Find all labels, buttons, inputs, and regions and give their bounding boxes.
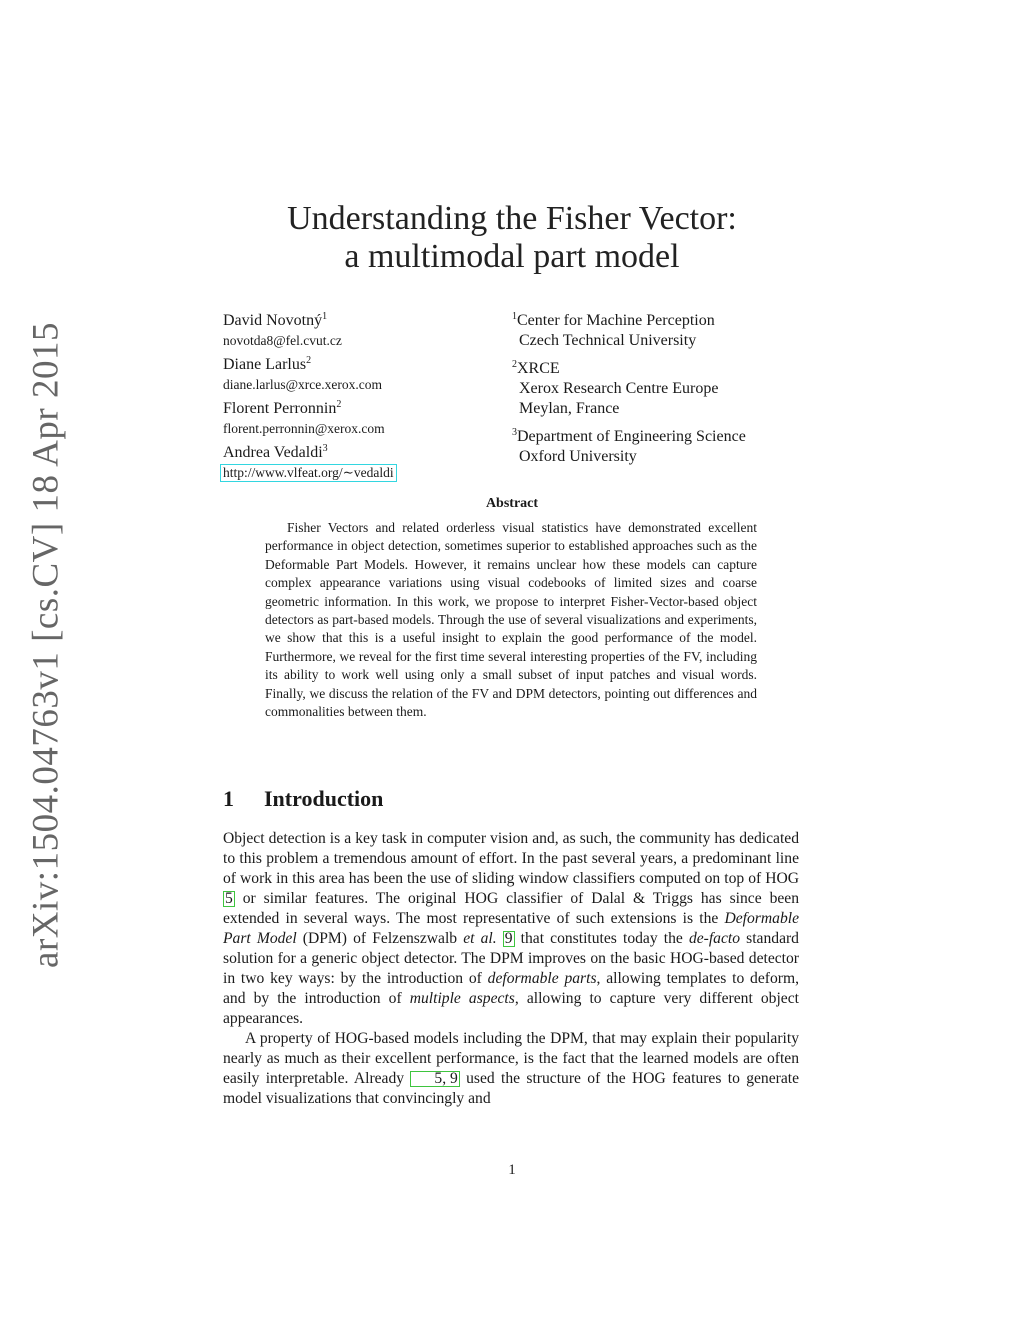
author-affiliation-mark: 2 xyxy=(306,355,312,366)
author-affiliation-mark: 2 xyxy=(336,399,342,410)
section-heading xyxy=(223,786,383,812)
affiliation-block xyxy=(512,311,746,351)
title-line-1: Understanding the Fisher Vector: xyxy=(287,200,737,237)
affiliation-line: Xerox Research Centre Europe xyxy=(519,380,719,397)
paper-title xyxy=(230,200,794,276)
emphasis: multiple aspects xyxy=(409,990,515,1007)
affiliation-mark: 2 xyxy=(512,359,517,370)
section-number: 1 xyxy=(223,786,234,811)
paragraph: Object detection is a key task in computer vision and, as such, the community has dedicated to this problem a tremendous amount of effort. In the past several years, a predominant line of work in this area has been the use of sliding window classifiers computed on top of HOG 5 or similar features. The original HOG classifier of Dalal & Triggs has since been extended in several ways. The most representative of such extensions is the Deformable Part Model (DPM) of Felzenszwalb et al. 9 that constitutes today the de-facto standard solution for a generic object detector. The DPM improves on the basic HOG-based detector in two key ways: by the introduction of deformable parts, allowing templates to deform, and by the introduction of multiple aspects, allowing to capture very different object appearances. xyxy=(223,830,799,1027)
emphasis: et al. xyxy=(463,930,497,947)
affiliation-line: Center for Machine Perception xyxy=(517,312,715,329)
page-number: 1 xyxy=(508,1162,516,1178)
abstract-heading: Abstract xyxy=(485,496,539,511)
citation-link[interactable]: 9 xyxy=(504,930,513,947)
author-block xyxy=(223,443,397,482)
abstract-body: Fisher Vectors and related orderless visual statistics have demonstrated excellent performance in object detection, sometimes superior to established approaches such as the Deformable Part Models. However, it remains unclear how these models can capture complex appearance variations using visual codebooks of limited sizes and coarse geometric information. In this work, we propose to interpret Fisher-Vector-based object detectors as part-based models. Through the use of several visualizations and experiments, we show that this is a useful insight to explain the good performance of the model. Furthermore, we reveal for the first time several interesting properties of the FV, including its ability to work well using only a small subset of input patches and visual words. Finally, we discuss the relation of the FV and DPM detectors, pointing out differences and commonalities between them. xyxy=(265,520,757,720)
title-line-2: a multimodal part model xyxy=(344,238,680,275)
affiliation-line: XRCE xyxy=(517,360,560,377)
author-name: Andrea Vedaldi xyxy=(223,444,323,461)
affiliation-block xyxy=(512,427,746,467)
affiliation-line: Meylan, France xyxy=(519,400,620,417)
affiliation-block xyxy=(512,359,746,419)
author-homepage-link[interactable]: http://www.vlfeat.org/∼vedaldi xyxy=(220,464,397,482)
emphasis: deformable parts xyxy=(487,970,597,987)
author-email: novotda8@fel.cvut.cz xyxy=(223,333,342,348)
author-name: Florent Perronnin xyxy=(223,400,337,417)
author-email: florent.perronnin@xerox.com xyxy=(223,421,385,436)
affiliation-line: Oxford University xyxy=(519,448,637,465)
emphasis: Deformable Part Model xyxy=(223,910,799,947)
affiliation-line: Department of Engineering Science xyxy=(517,428,746,445)
author-name: David Novotný xyxy=(223,312,323,329)
author-block xyxy=(223,311,397,350)
author-name: Diane Larlus xyxy=(223,356,307,373)
author-email: diane.larlus@xrce.xerox.com xyxy=(223,377,382,392)
author-affiliation-mark: 3 xyxy=(322,443,328,454)
citation-link[interactable]: 5, 9 xyxy=(410,1071,459,1087)
affiliation-mark: 1 xyxy=(512,311,517,322)
introduction-text xyxy=(223,829,799,1109)
emphasis: de-facto xyxy=(688,930,741,947)
section-title: Introduction xyxy=(264,786,384,811)
author-affiliation-mark: 1 xyxy=(322,311,328,322)
author-block xyxy=(223,399,397,438)
author-block xyxy=(223,355,397,394)
author-list xyxy=(223,311,397,487)
paragraph: A property of HOG-based models including the DPM, that may explain their popularity nearly as much as their excellent performance, is the fact that the learned models are often easily interpretable. Already 5, 9 used the structure of the HOG features to generate model visualizations that convincingly and xyxy=(223,1030,799,1107)
citation-link[interactable]: 5 xyxy=(225,890,233,907)
affiliation-mark: 3 xyxy=(512,427,517,438)
affiliation-line: Czech Technical University xyxy=(519,332,697,349)
affiliation-list xyxy=(512,311,746,475)
arxiv-identifier-stamp: arXiv:1504.04763v1 [cs.CV] 18 Apr 2015 xyxy=(25,322,67,968)
